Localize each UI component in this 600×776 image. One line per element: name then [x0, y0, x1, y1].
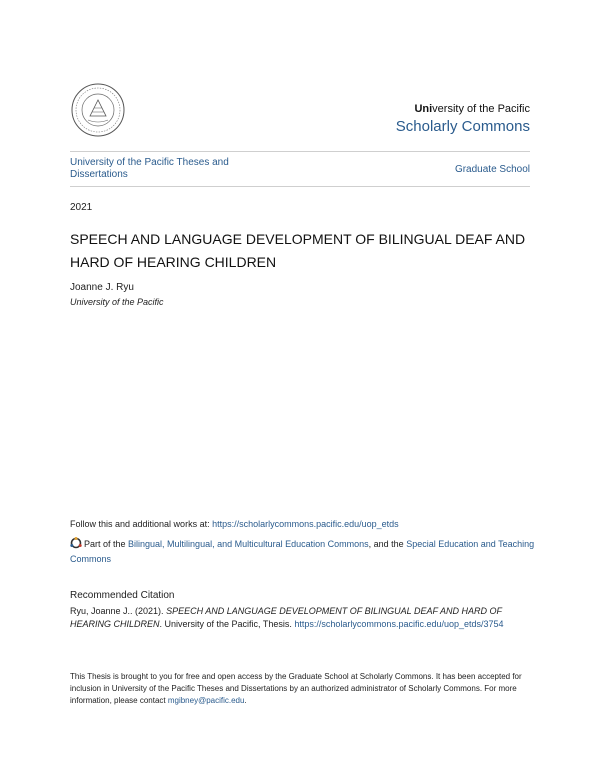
- author-name: Joanne J. Ryu: [70, 282, 134, 293]
- brand-scholarly-commons[interactable]: Scholarly Commons: [395, 118, 530, 135]
- school-link[interactable]: Graduate School: [454, 164, 530, 175]
- repository-brand[interactable]: [396, 103, 530, 135]
- notice-end: .: [244, 696, 247, 705]
- access-notice: [70, 671, 540, 707]
- brand-university: University of the Pacific: [414, 103, 530, 115]
- follow-url-link[interactable]: https://scholarlycommons.pacific.edu/uop_etds: [212, 519, 399, 529]
- university-seal-icon: [70, 82, 126, 138]
- network-icon: [70, 537, 82, 549]
- document-title: SPEECH AND LANGUAGE DEVELOPMENT OF BILINGUAL DEAF AND HARD OF HEARING CHILDREN: [70, 231, 526, 270]
- part-of-prefix: Part of the: [84, 539, 129, 549]
- part-of-line: [70, 537, 540, 567]
- part-of-middle: , and the: [368, 539, 407, 549]
- bilingual-commons-link[interactable]: Bilingual, Multilingual, and Multicultural Education Commons: [128, 539, 369, 549]
- author-affiliation: University of the Pacific: [70, 297, 164, 307]
- bottom-divider: [70, 186, 530, 187]
- special-education-commons-link[interactable]: Special Education and Teaching Commons: [70, 539, 535, 564]
- notice-text: This Thesis is brought to you for free and open access by the Graduate School at Scholarly Commons. It has been accepted for inclusion in University of the Pacific Theses and Dissertations by an authorized administrator of Scholarly Commons. For more information, please contact: [70, 672, 522, 705]
- top-divider: [70, 151, 530, 152]
- recommended-citation-heading: Recommended Citation: [70, 590, 175, 601]
- follow-line: [70, 519, 530, 529]
- citation-title: SPEECH AND LANGUAGE DEVELOPMENT OF BILINGUAL DEAF AND HARD OF HEARING CHILDREN: [70, 606, 502, 629]
- publication-year: 2021: [70, 202, 93, 213]
- follow-label: Follow this and additional works at:: [70, 519, 213, 529]
- contact-email-link[interactable]: mgibney@pacific.edu: [167, 696, 245, 705]
- citation-text: [70, 605, 540, 631]
- citation-author-year: Ryu, Joanne J.. (2021).: [70, 606, 167, 616]
- citation-url-link[interactable]: https://scholarlycommons.pacific.edu/uop_etds/3754: [294, 619, 504, 629]
- collection-link[interactable]: University of the Pacific Theses and Dissertations: [70, 157, 229, 180]
- citation-source: . University of the Pacific, Thesis.: [159, 619, 295, 629]
